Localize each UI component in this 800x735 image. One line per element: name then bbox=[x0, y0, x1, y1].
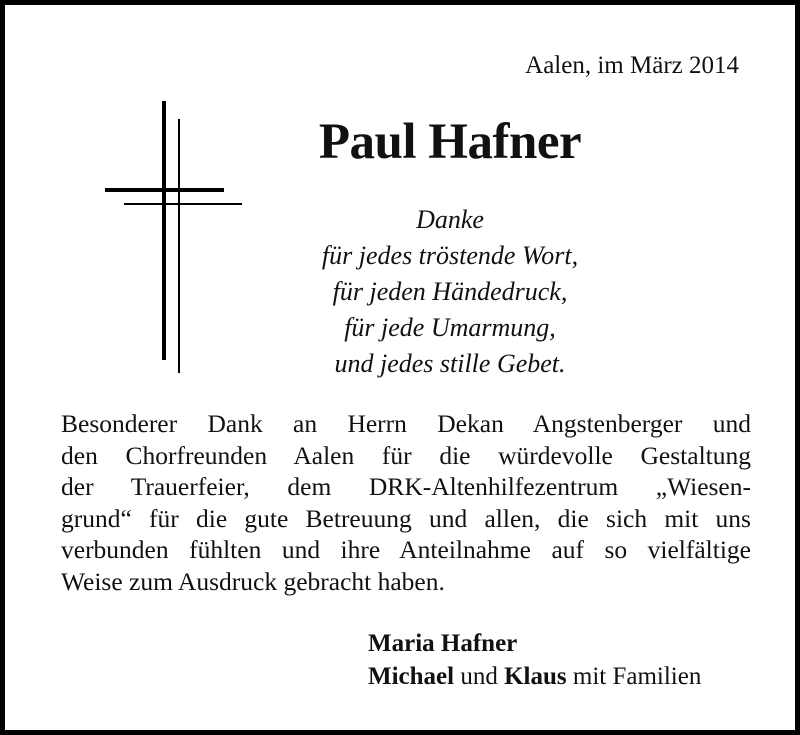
signature-maria: Maria Hafner bbox=[368, 630, 518, 657]
thanks-paragraph bbox=[61, 408, 751, 598]
thanks-verse bbox=[245, 202, 655, 382]
paragraph-line: grund“ für die gute Betreuung und allen, die sich mit uns bbox=[61, 503, 751, 533]
verse-line: für jede Umarmung, bbox=[344, 313, 556, 342]
cross-horizontal-bar bbox=[105, 188, 224, 192]
verse-line: für jeden Händedruck, bbox=[332, 277, 568, 306]
signature-klaus: Klaus bbox=[504, 663, 567, 690]
signatures bbox=[368, 627, 701, 693]
signature-michael: Michael bbox=[368, 663, 455, 690]
verse-line: und jedes stille Gebet. bbox=[334, 349, 566, 378]
paragraph-line: Besonderer Dank an Herrn Dekan Angstenberger und bbox=[61, 409, 751, 438]
paragraph-line: verbunden fühlten und ihre Anteilnahme auf so vielfältige bbox=[61, 535, 751, 565]
cross-vertical-bar-thin bbox=[178, 119, 180, 373]
verse-line: für jedes tröstende Wort, bbox=[321, 241, 579, 270]
signature-and: und bbox=[460, 663, 498, 690]
deceased-name: Paul Hafner bbox=[318, 114, 582, 170]
cross-vertical-bar bbox=[162, 101, 166, 360]
paragraph-line: den Chorfreunden Aalen für die würdevolle Gestaltung bbox=[61, 440, 751, 470]
dateline: Aalen, im März 2014 bbox=[525, 52, 739, 79]
paragraph-line: der Trauerfeier, dem DRK-Altenhilfezentrum „Wiesen- bbox=[61, 472, 751, 502]
cross-horizontal-bar-thin bbox=[124, 203, 242, 205]
cross-icon bbox=[105, 101, 245, 376]
paragraph-line: Weise zum Ausdruck gebracht haben. bbox=[61, 566, 445, 596]
signature-suffix: mit Familien bbox=[572, 663, 702, 690]
verse-line: Danke bbox=[416, 205, 484, 234]
